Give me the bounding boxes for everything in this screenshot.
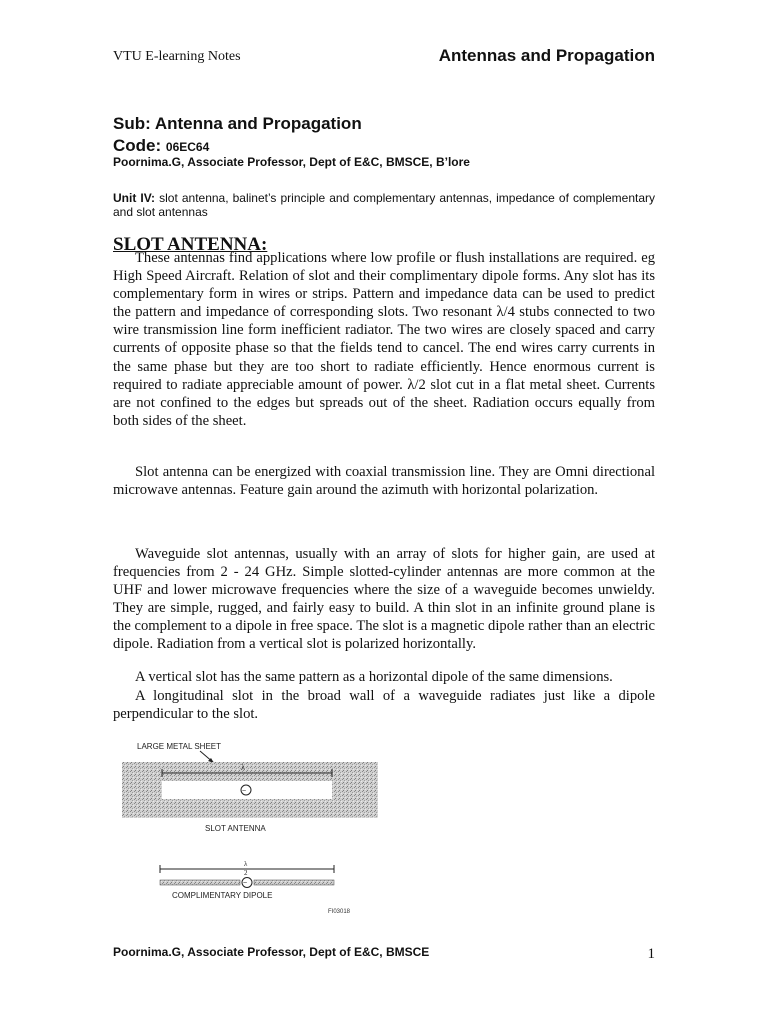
paragraph: A vertical slot has the same pattern as a horizontal dipole of the same dimensions. bbox=[135, 669, 613, 685]
dipole-right-arm bbox=[254, 880, 334, 885]
header-right-title: Antennas and Propagation bbox=[438, 46, 655, 65]
section-heading: SLOT ANTENNA: bbox=[113, 234, 268, 255]
unit-description bbox=[113, 191, 655, 219]
large-metal-sheet-label: LARGE METAL SHEET bbox=[137, 742, 222, 751]
course-code bbox=[113, 136, 209, 156]
footer-author: Poornima.G, Associate Professor, Dept of E&C, BMSCE bbox=[113, 945, 430, 959]
figure-id: FI03018 bbox=[328, 909, 351, 915]
code-value: 06EC64 bbox=[165, 140, 210, 154]
slot-cutout bbox=[162, 781, 332, 799]
unit-label: Unit IV: bbox=[113, 191, 156, 205]
dipole-lambda-denominator: 2 bbox=[244, 869, 248, 877]
paragraph: These antennas find applications where low profile or flush installations are required. eg High Speed Aircraft. Relation of slot and their complimentary dipole forms. Any slot has its complementary form in wires or strips. Pattern and impedance data can be used to predict the pattern and impedance of corresponding slots. Two resonant λ/4 stubs connected to two wire transmission line form inefficient radiator. The two wires are closely spaced and carry currents of opposite phase so that the fields tend to cancel. The end wires carry currents in the same phase but they are too short to radiate efficiently. Hence enormous current is required to radiate appreciable amount of power. λ/2 slot cut in a flat metal sheet. Currents are not confined to the edges but spreads out of the sheet. Radiation occurs equally from both sides of the sheet. bbox=[113, 250, 655, 429]
code-label: Code: bbox=[113, 136, 162, 155]
dipole-left-arm bbox=[160, 880, 240, 885]
unit-text: slot antenna, balinet’s principle and complementary antennas, impedance of complementary and slot antennas bbox=[113, 191, 655, 219]
page-number: 1 bbox=[647, 946, 655, 962]
paragraph: A longitudinal slot in the broad wall of a waveguide radiates just like a dipole perpendicular to the slot. bbox=[113, 688, 655, 723]
svg-text:~: ~ bbox=[242, 788, 247, 795]
paragraph: Waveguide slot antennas, usually with an array of slots for higher gain, are used at frequencies from 2 - 24 GHz. Simple slotted-cylinder antennas are more common at the UHF and lower microwave frequencies where the size of a waveguide becomes unwieldy. They are simple, rugged, and fairly easy to build. A thin slot in an infinite ground plane is the complement to a dipole in free space. The slot is a magnetic dipole rather than an electric dipole. Radiation from a vertical slot is polarized horizontally. bbox=[113, 546, 655, 653]
svg-text:~: ~ bbox=[243, 880, 248, 887]
slot-lambda-label: λ bbox=[241, 763, 245, 772]
complimentary-dipole-label: COMPLIMENTARY DIPOLE bbox=[172, 891, 273, 900]
dipole-lambda-numerator: λ bbox=[244, 860, 248, 868]
slot-antenna-figure bbox=[110, 735, 390, 920]
paragraph: Slot antenna can be energized with coaxial transmission line. They are Omni directional microwave antennas. Feature gain around the azimuth with horizontal polarization. bbox=[113, 464, 655, 499]
slot-antenna-label: SLOT ANTENNA bbox=[205, 824, 266, 833]
author-line: Poornima.G, Associate Professor, Dept of E&C, BMSCE, B’lore bbox=[113, 155, 470, 169]
subject-title: Sub: Antenna and Propagation bbox=[113, 114, 362, 133]
header-left-text: VTU E-learning Notes bbox=[113, 49, 241, 64]
